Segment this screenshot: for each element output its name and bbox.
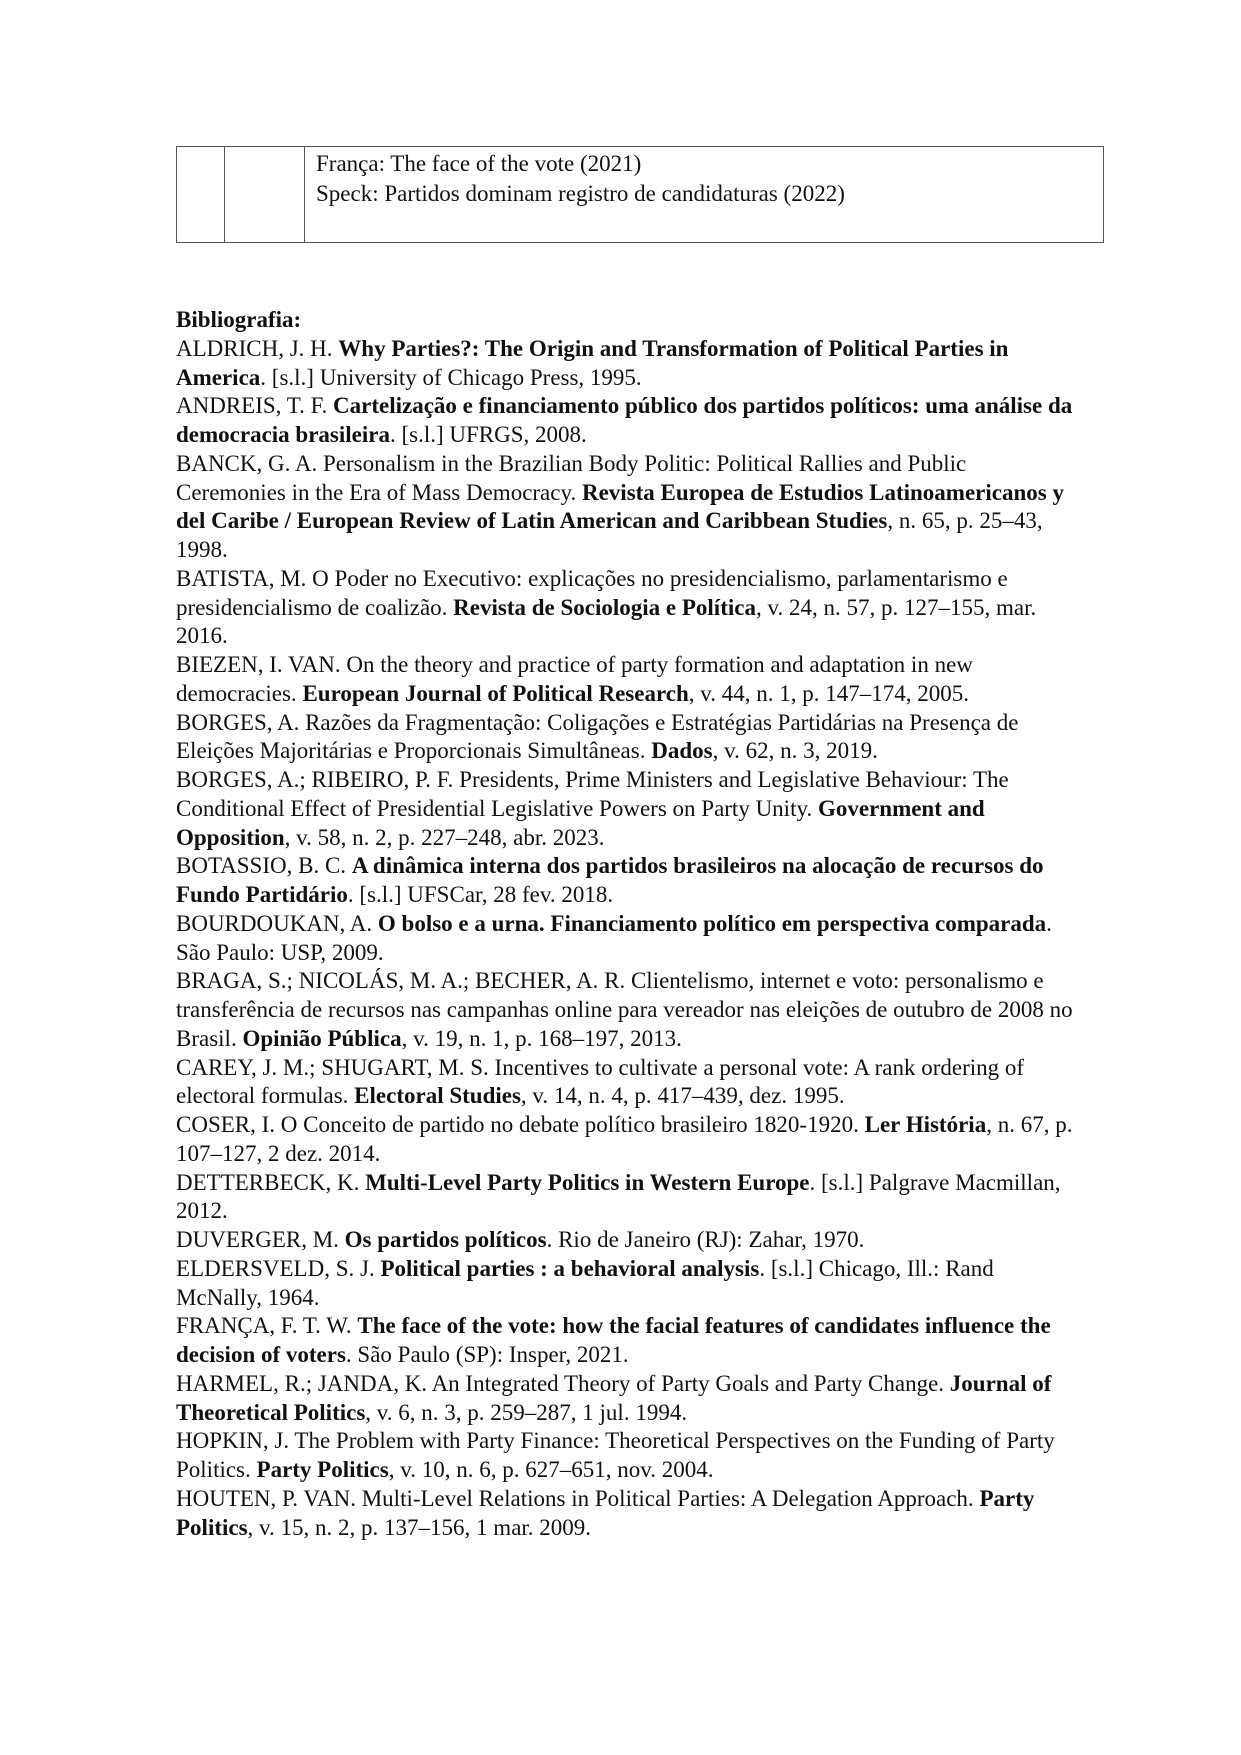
entry-authors: ELDERSVELD, S. J. bbox=[176, 1255, 381, 1281]
table-cell-number bbox=[177, 147, 225, 243]
bibliography-entry bbox=[176, 852, 1076, 910]
entry-authors: ALDRICH, J. H. bbox=[176, 335, 339, 361]
bibliography-entry bbox=[176, 1169, 1076, 1227]
entry-title: Opinião Pública bbox=[242, 1025, 402, 1051]
bibliography-entry bbox=[176, 450, 1076, 565]
entry-authors: HOUTEN, P. VAN. Multi-Level Relations in Political Parties: A Delegation Approach. bbox=[176, 1485, 980, 1511]
entry-title: The face of the vote: how the facial features of candidates influence the decision of voters bbox=[176, 1313, 1051, 1367]
bibliography-entry bbox=[176, 1226, 1076, 1255]
bibliography-entry bbox=[176, 1312, 1076, 1370]
entry-title: Electoral Studies bbox=[354, 1083, 521, 1109]
entry-title: Why Parties?: The Origin and Transformation of Political Parties in America bbox=[176, 335, 1009, 390]
entry-details: , v. 6, n. 3, p. 259–287, 1 jul. 1994. bbox=[365, 1399, 688, 1425]
entry-authors: ANDREIS, T. F. bbox=[176, 393, 334, 419]
entry-title: A dinâmica interna dos partidos brasileiros na alocação de recursos do Fundo Partidário bbox=[176, 853, 1044, 907]
entry-authors: HOPKIN, J. The Problem with Party Finance: Theoretical Perspectives on the Funding of Party Politics. bbox=[176, 1428, 1055, 1482]
entry-title: European Journal of Political Research bbox=[302, 680, 689, 706]
entry-details: , v. 62, n. 3, 2019. bbox=[712, 738, 878, 764]
entry-details: , n. 65, p. 25–43, 1998. bbox=[176, 508, 1043, 562]
entry-details: , v. 58, n. 2, p. 227–248, abr. 2023. bbox=[284, 824, 605, 850]
bibliography-entry bbox=[176, 1370, 1076, 1428]
bibliography-heading: Bibliografia: bbox=[176, 307, 302, 332]
bibliography-entry bbox=[176, 1427, 1076, 1485]
entry-authors: BOURDOUKAN, A. bbox=[176, 910, 378, 936]
entry-authors: BATISTA, M. O Poder no Executivo: explicações no presidencialismo, parlamentarismo e presidencialismo de coalizão. bbox=[176, 565, 1008, 620]
entry-authors: BOTASSIO, B. C. bbox=[176, 853, 352, 879]
entry-details: . [s.l.] Chicago, Ill.: Rand McNally, 1964. bbox=[176, 1255, 994, 1310]
reading-line: Speck: Partidos dominam registro de candidaturas (2022) bbox=[316, 181, 845, 206]
bibliography-section bbox=[176, 306, 1076, 1542]
bibliography-entry bbox=[176, 766, 1076, 852]
entry-details: . [s.l.] UFRGS, 2008. bbox=[389, 422, 587, 447]
entry-title: Journal of Theoretical Politics bbox=[176, 1370, 1052, 1425]
entry-details: . [s.l.] UFSCar, 28 fev. 2018. bbox=[347, 882, 614, 907]
entry-details: , v. 24, n. 57, p. 127–155, mar. 2016. bbox=[176, 594, 1037, 649]
table-cell-readings bbox=[305, 147, 1104, 243]
reading-line: França: The face of the vote (2021) bbox=[316, 151, 642, 176]
entry-authors: COSER, I. O Conceito de partido no debate político brasileiro 1820-1920. bbox=[176, 1112, 865, 1137]
bibliography-entry bbox=[176, 651, 1076, 709]
entry-title: O bolso e a urna. Financiamento político em perspectiva comparada bbox=[377, 910, 1047, 936]
entry-title: Political parties : a behavioral analysis bbox=[380, 1255, 760, 1281]
entry-authors: FRANÇA, F. T. W. bbox=[176, 1313, 358, 1339]
entry-authors: DETTERBECK, K. bbox=[176, 1169, 366, 1195]
entry-details: . [s.l.] University of Chicago Press, 1995. bbox=[260, 364, 642, 390]
bibliography-entry bbox=[176, 1255, 1076, 1313]
bibliography-entry bbox=[176, 1111, 1076, 1169]
entry-authors: BIEZEN, I. VAN. On the theory and practice of party formation and adaptation in new democracies. bbox=[176, 652, 973, 706]
entry-authors: DUVERGER, M. bbox=[176, 1227, 345, 1252]
entry-title: Revista Europea de Estudios Latinoamericanos y del Caribe / European Review of Latin American and Caribbean Studies bbox=[176, 479, 1064, 534]
bibliography-entry bbox=[176, 1485, 1076, 1543]
bibliography-entry bbox=[176, 565, 1076, 651]
entry-details: , v. 15, n. 2, p. 137–156, 1 mar. 2009. bbox=[247, 1514, 592, 1540]
entry-details: , n. 67, p. 107–127, 2 dez. 2014. bbox=[176, 1112, 1073, 1166]
entry-details: , v. 10, n. 6, p. 627–651, nov. 2004. bbox=[388, 1457, 714, 1482]
bibliography-entry bbox=[176, 967, 1076, 1053]
bibliography-entry bbox=[176, 1054, 1076, 1112]
entry-details: . [s.l.] Palgrave Macmillan, 2012. bbox=[176, 1169, 1061, 1224]
entry-authors: BRAGA, S.; NICOLÁS, M. A.; BECHER, A. R. Clientelismo, internet e voto: personalismo e transferência de recursos nas campanhas online para vereador nas eleições de outubro de 2008 no Brasil. bbox=[176, 968, 1073, 1051]
entry-authors: HARMEL, R.; JANDA, K. An Integrated Theory of Party Goals and Party Change. bbox=[176, 1370, 950, 1396]
entry-authors: BORGES, A.; RIBEIRO, P. F. Presidents, Prime Ministers and Legislative Behaviour: The Conditional Effect of Presidential Legislative Powers on Party Unity. bbox=[176, 767, 1009, 821]
entry-title: Party Politics bbox=[176, 1485, 1035, 1540]
table-row bbox=[177, 147, 1104, 243]
schedule-table bbox=[176, 146, 1104, 243]
entry-title: Os partidos políticos bbox=[344, 1227, 547, 1252]
bibliography-entry bbox=[176, 709, 1076, 767]
entry-details: , v. 44, n. 1, p. 147–174, 2005. bbox=[688, 680, 970, 706]
entry-title: Party Politics bbox=[256, 1457, 389, 1482]
entry-title: Multi-Level Party Politics in Western Europe bbox=[365, 1169, 810, 1195]
bibliography-entry bbox=[176, 392, 1076, 450]
bibliography-entry bbox=[176, 335, 1076, 393]
entry-details: . São Paulo (SP): Insper, 2021. bbox=[345, 1342, 629, 1367]
entry-title: Revista de Sociologia e Política bbox=[453, 594, 756, 620]
entry-details: , v. 14, n. 4, p. 417–439, dez. 1995. bbox=[520, 1083, 845, 1109]
entry-authors: BANCK, G. A. Personalism in the Brazilian Body Politic: Political Rallies and Public Ceremonies in the Era of Mass Democracy. bbox=[176, 450, 967, 505]
entry-title: Government and Opposition bbox=[176, 795, 985, 850]
entry-details: . Rio de Janeiro (RJ): Zahar, 1970. bbox=[546, 1227, 865, 1252]
entry-title: Cartelização e financiamento público dos partidos políticos: uma análise da democracia brasileira bbox=[176, 393, 1073, 447]
entry-title: Dados bbox=[651, 738, 713, 764]
entry-authors: BORGES, A. Razões da Fragmentação: Coligações e Estratégias Partidárias na Presença de Eleições Majoritárias e Proporcionais Simultâneas. bbox=[176, 709, 1019, 764]
entry-title: Ler História bbox=[864, 1112, 987, 1137]
table-cell-date bbox=[225, 147, 305, 243]
entry-authors: CAREY, J. M.; SHUGART, M. S. Incentives to cultivate a personal vote: A rank ordering of electoral formulas. bbox=[176, 1054, 1025, 1109]
entry-details: . São Paulo: USP, 2009. bbox=[176, 910, 1052, 965]
bibliography-entry bbox=[176, 910, 1076, 968]
entry-details: , v. 19, n. 1, p. 168–197, 2013. bbox=[401, 1025, 682, 1051]
